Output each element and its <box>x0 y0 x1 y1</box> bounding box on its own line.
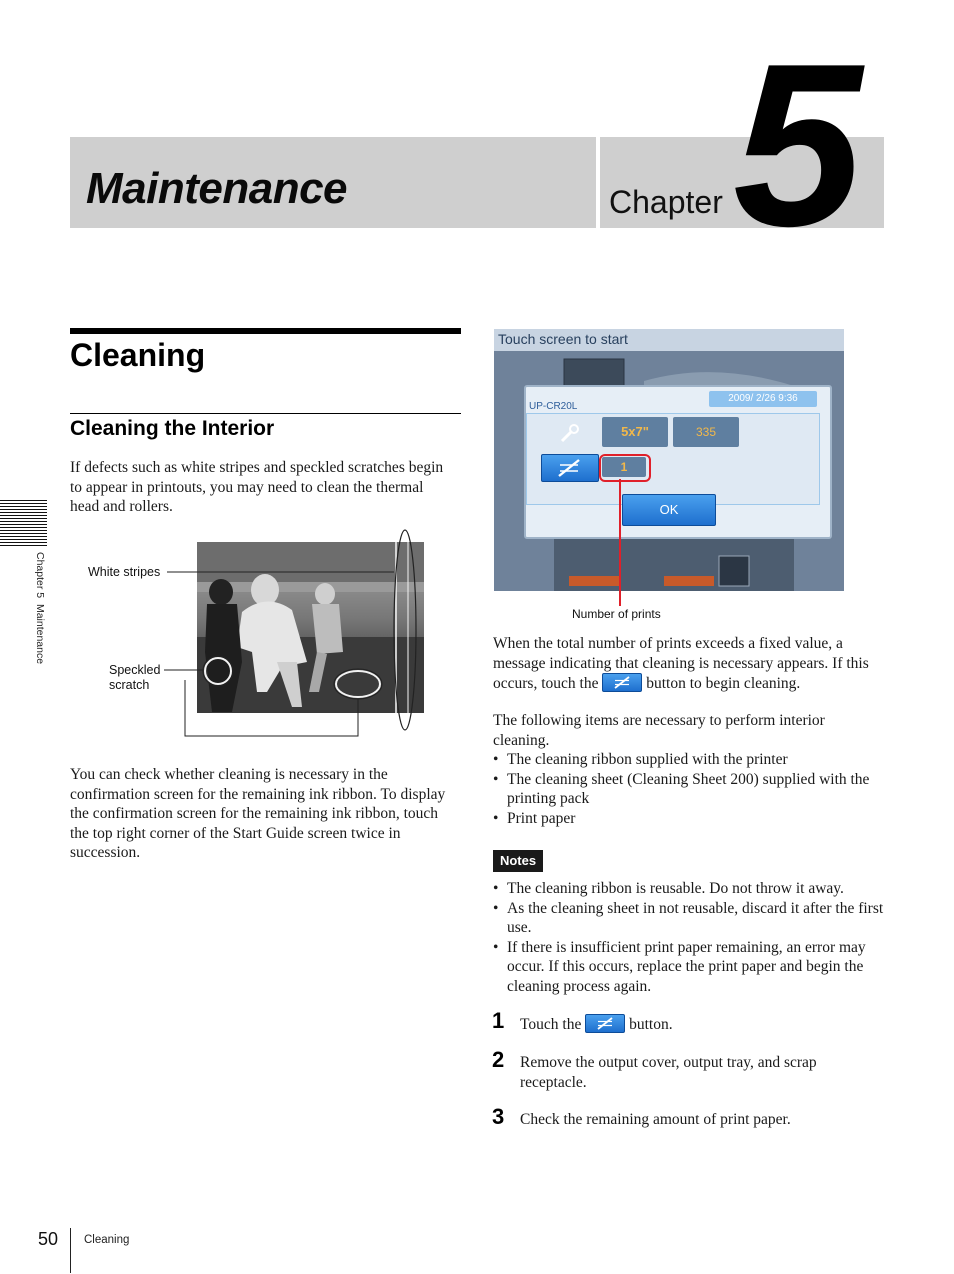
total-prints-paragraph <box>493 634 885 694</box>
inline-cleaning-button <box>602 673 642 692</box>
cleaning-button[interactable] <box>541 454 599 482</box>
remaining-count-display: 335 <box>673 417 739 447</box>
list-item: • The cleaning sheet (Cleaning Sheet 200) supplied with the printing pack <box>493 770 885 809</box>
chapter-title: Maintenance <box>86 164 348 213</box>
notes-label: Notes <box>493 850 543 872</box>
prints-count-display: 1 <box>602 457 646 477</box>
side-tab-label: Chapter 5 Maintenance <box>34 552 46 665</box>
figure1-callouts <box>150 528 430 740</box>
step-text <box>520 1014 880 1035</box>
step-number: 3 <box>492 1104 505 1129</box>
list-item: • As the cleaning sheet in not reusable, discard it after the first use. <box>493 899 885 938</box>
side-tab-marker <box>0 500 47 546</box>
page-number: 50 <box>38 1229 59 1249</box>
step-text: Remove the output cover, output tray, and scrap receptacle. <box>520 1054 817 1091</box>
screen-header-text: Touch screen to start <box>498 331 628 347</box>
total-prints-text-after: button to begin cleaning. <box>646 675 801 692</box>
list-item: • The cleaning ribbon supplied with the printer <box>493 750 885 770</box>
callout-number-of-prints: Number of prints <box>572 607 661 621</box>
cleaning-icon <box>586 1015 624 1032</box>
cleaning-icon <box>542 455 598 481</box>
footer-section-name: Cleaning <box>84 1234 130 1246</box>
step-text: Check the remaining amount of print paper. <box>520 1111 791 1128</box>
callout-speckled-line2: scratch <box>109 678 150 692</box>
ribbon-confirm-dialog <box>524 385 832 539</box>
footer-divider <box>70 1228 71 1273</box>
chapter-label: Chapter <box>609 184 723 220</box>
ok-button[interactable]: OK <box>622 494 716 526</box>
required-items-list <box>493 750 885 828</box>
section-rule <box>70 328 461 334</box>
prints-callout-line <box>619 479 621 606</box>
check-paragraph: You can check whether cleaning is necessary in the confirmation screen for the remaining ink ribbon. To display the confirmation screen for the remaining ink ribbon, touch the top right corner of the Start Guide screen twice in succession. <box>70 766 446 861</box>
chapter-number: 5 <box>733 16 863 275</box>
list-item: • Print paper <box>493 809 885 829</box>
model-name: UP-CR20L <box>529 401 578 412</box>
items-intro: The following items are necessary to perform interior cleaning. <box>493 712 825 749</box>
callout-white-stripes: White stripes <box>88 565 161 579</box>
cleaning-icon <box>603 674 641 691</box>
wrench-icon <box>558 423 580 445</box>
printer-screen <box>494 329 844 591</box>
callout-speckled-line1: Speckled <box>109 663 161 677</box>
step-1-text-before: Touch the <box>520 1016 582 1033</box>
step-1-text-after: button. <box>629 1016 673 1033</box>
list-item: • If there is insufficient print paper remaining, an error may occur. If this occurs, replace the print paper and begin the cleaning process again. <box>493 938 885 997</box>
subsection-rule <box>70 413 461 414</box>
intro-paragraph: If defects such as white stripes and speckled scratches begin to appear in printouts, you may need to clean the thermal head and rollers. <box>70 459 444 515</box>
step-number: 2 <box>492 1047 505 1072</box>
inline-cleaning-button <box>585 1014 625 1033</box>
datetime-display: 2009/ 2/26 9:36 <box>709 391 817 407</box>
total-prints-text-before: When the total number of prints exceeds a fixed value, a message indicating that cleaning is necessary appears. If this occurs, touch the <box>493 635 869 692</box>
list-item: • The cleaning ribbon is reusable. Do not throw it away. <box>493 879 885 899</box>
screen-header <box>494 329 844 351</box>
notes-list <box>493 879 885 996</box>
section-title: Cleaning <box>70 337 206 373</box>
step-number: 1 <box>492 1008 505 1033</box>
subsection-title: Cleaning the Interior <box>70 417 275 440</box>
prints-highlight <box>599 454 651 482</box>
paper-size-display: 5x7" <box>602 417 668 447</box>
